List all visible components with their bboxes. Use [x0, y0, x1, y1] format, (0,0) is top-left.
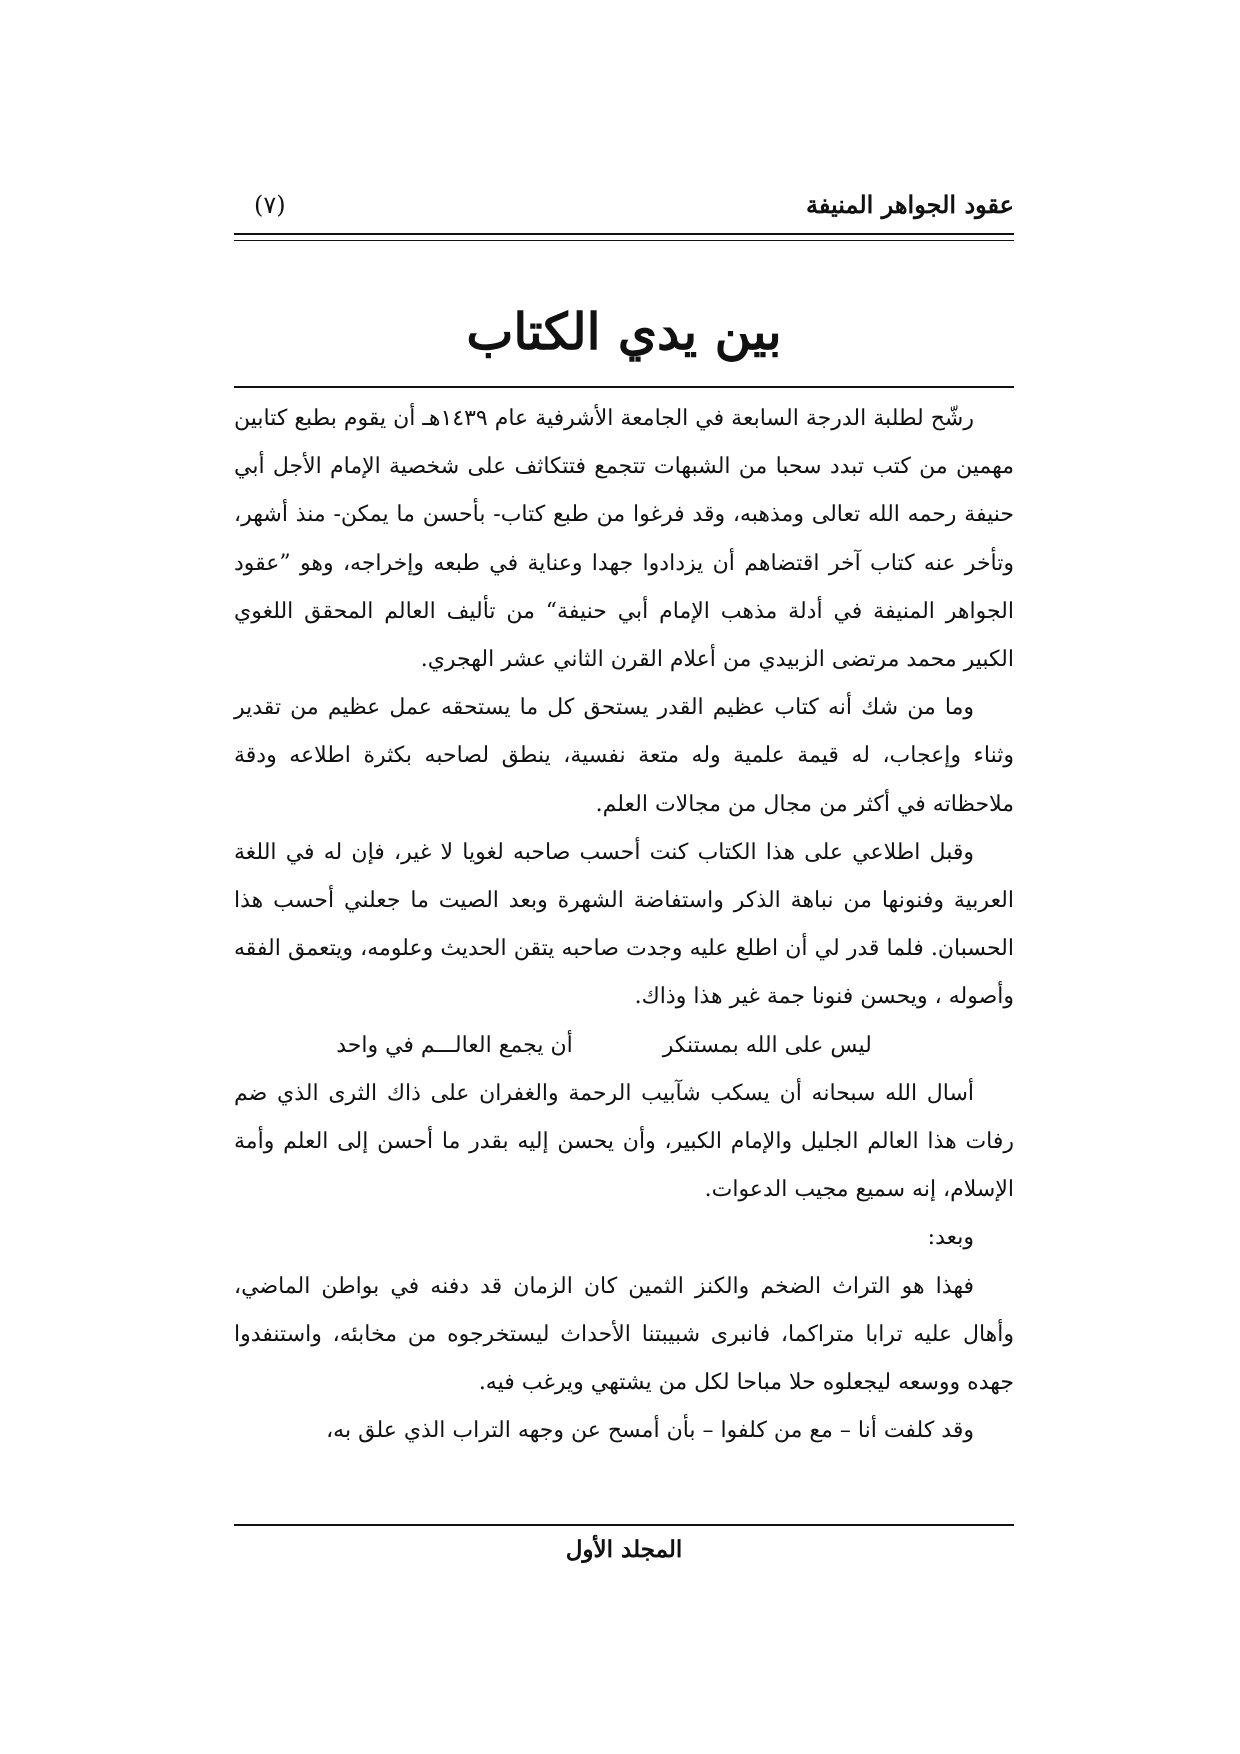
section-heading: بين يدي الكتاب	[466, 302, 782, 361]
footer-divider	[234, 1524, 1014, 1526]
paragraph: وقد كلفت أنا – مع من كلفوا – بأن أمسح عن وجهه التراب الذي علق به،	[326, 1418, 974, 1444]
running-title: عقود الجواهر المنيفة	[805, 190, 1014, 219]
verse-line	[234, 1022, 1014, 1070]
body-text	[234, 395, 1014, 1455]
paragraph: أسال الله سبحانه أن يسكب شآبيب الرحمة والغفران على ذاك الثرى الذي ضم رفات هذا العالم الجليل والإمام الكبير، وأن يحسن إليه بقدر ما أحسن إلى العلم وأمة الإسلام، إنه سميع مجيب الدعوات.	[234, 1080, 1014, 1203]
transition-text: وبعد:	[927, 1225, 974, 1251]
paragraph: فهذا هو التراث الضخم والكنز الثمين كان الزمان قد دفنه في بواطن الماضي، وأهال عليه ترابا متراكما، فانبرى شبيبتنا الأحداث ليستخرجوه من مخابئه، واستنفدوا جهده ووسعه ليجعلوه حلا مباحا لكل من يشتهي ويرغب فيه.	[234, 1273, 1014, 1396]
paragraph: وقبل اطلاعي على هذا الكتاب كنت أحسب صاحبه لغويا لا غير، فإن له في اللغة العربية وفنونها من نباهة الذكر واستفاضة الشهرة وبعد الصيت ما جعلني أحسب هذا الحسبان. فلما قدر لي أن اطلع عليه وجدت صاحبه يتقن الحديث وعلومه، ويتعمق الفقه وأصوله ، ويحسن فنونا جمة غير هذا وذاك.	[234, 839, 1014, 1010]
verse-first-hemistich: ليس على الله بمستنكر	[662, 1032, 872, 1058]
page-number: (٧)	[254, 191, 286, 219]
heading-divider	[234, 386, 1014, 388]
page-header	[234, 185, 1014, 225]
header-divider	[234, 233, 1014, 241]
volume-label: المجلد الأول	[565, 1536, 683, 1563]
verse-second-hemistich: أن يجمع العالـــم في واحد	[336, 1032, 573, 1058]
paragraph: رشّح لطلبة الدرجة السابعة في الجامعة الأشرفية عام ١٤٣٩هـ أن يقوم بطبع كتابين مهمين من كتب تبدد سحبا من الشبهات تتجمع فتتكاثف على شخصية الإمام الأجل أبي حنيفة رحمه الله تعالى ومذهبه، وقد فرغوا من طبع كتاب- بأحسن ما يمكن- منذ أشهر، وتأخر عنه كتاب آخر اقتضاهم أن يزدادوا جهدا وعناية في طبعه وإخراجه، وهو ”عقود الجواهر المنيفة في أدلة مذهب الإمام أبي حنيفة“ من تأليف العالم المحقق اللغوي الكبير محمد مرتضى الزبيدي من أعلام القرن الثاني عشر الهجري.	[234, 406, 1014, 673]
paragraph: وما من شك أنه كتاب عظيم القدر يستحق كل ما يستحقه عمل عظيم من تقدير وثناء وإعجاب، له قيمة علمية وله متعة نفسية، ينطق لصاحبه بكثرة اطلاعه ودقة ملاحظاته في أكثر من مجال من مجالات العلم.	[234, 695, 1014, 817]
